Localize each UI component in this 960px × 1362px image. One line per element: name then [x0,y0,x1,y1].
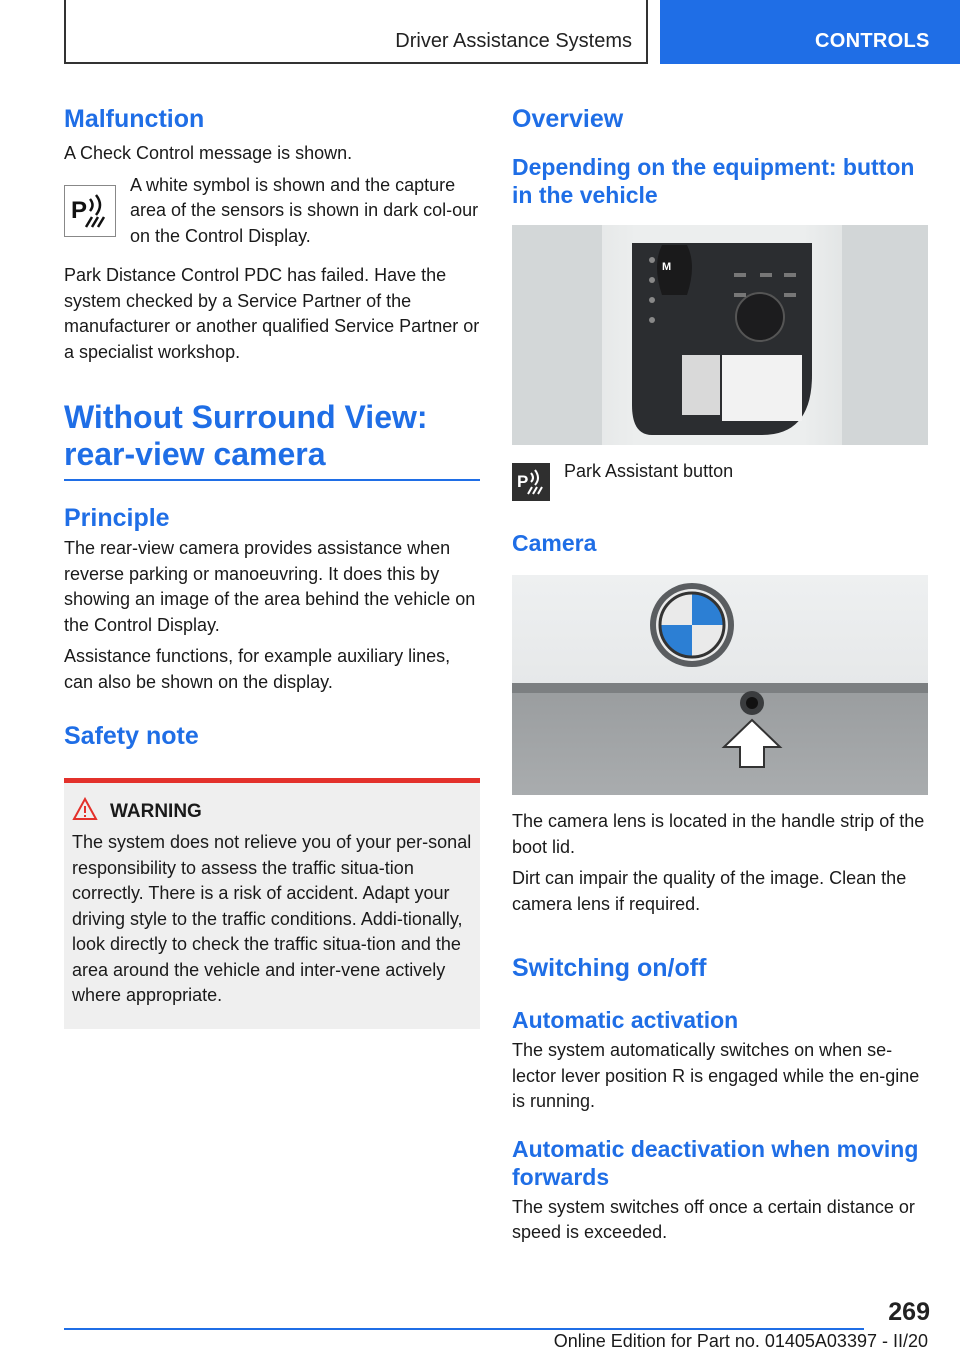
footer-rule [64,1328,864,1330]
auto-activation-heading: Automatic activation [512,1007,739,1033]
header-section-title: Driver Assistance Systems [395,30,632,52]
malfunction-icon-row [64,173,480,250]
auto-activation-text: The system automatically switches on when se‐lector lever position R is engaged while the en‐gine is running. [512,1040,920,1111]
header-tab-controls[interactable] [660,0,960,64]
park-assistant-row [512,463,928,501]
auto-deactivation-text: The system switches off once a certain distance or speed is exceeded. [512,1196,915,1242]
section-heading [64,399,480,481]
section-heading-line2: rear-view camera [64,436,326,472]
malfunction-heading: Malfunction [64,105,205,133]
camera-heading: Camera [512,530,597,556]
svg-text:P: P [71,196,88,224]
overview-subheading: Depending on the equipment: button in the vehicle [512,154,915,208]
auto-deactivation-heading: Automatic deactivation when moving forwards [512,1135,919,1190]
left-column [64,100,480,1029]
safety-heading: Safety note [64,722,199,750]
header-box [64,0,648,64]
principle-heading: Principle [64,504,170,532]
warning-label: WARNING [110,800,202,822]
malfunction-intro: A Check Control message is shown. [64,143,353,163]
warning-header [72,797,472,826]
park-assistant-label: Park Assistant button [564,461,734,481]
center-console-image [512,225,928,445]
camera-text-2: Dirt can impair the quality of the image. Clean the camera lens if required. [512,868,907,914]
header-tab-label: CONTROLS [815,30,930,52]
footer-edition: Online Edition for Part no. 01405A03397 - II/20 [553,1331,928,1351]
section-heading-line1: Without Surround View: [64,399,428,435]
malfunction-icon-text: A white symbol is shown and the capture area of the sensors is shown in dark col‐our on the Control Display. [130,174,479,246]
overview-heading: Overview [512,105,624,133]
rear-camera-image [512,575,928,795]
principle-text-1: The rear-view camera provides assistance when reverse parking or manoeuvring. It does this by showing an image of the area behind the vehicle on the Control Display. [64,538,476,635]
page-number: 269 [888,1298,930,1326]
park-assistant-icon [512,463,550,501]
principle-text-2: Assistance functions, for example auxiliary lines, can also be shown on the display. [64,646,451,692]
svg-text:M: M [662,261,672,273]
switching-heading: Switching on/off [512,954,707,982]
warning-triangle-icon [72,797,98,826]
svg-text:P: P [517,472,529,491]
malfunction-body: Park Distance Control PDC has failed. Have the system checked by a Service Partner of the manufacturer or another qualified Service Partner or a specialist workshop. [64,265,480,362]
right-column [512,100,928,1246]
park-distance-control-icon [64,185,116,237]
warning-text: The system does not relieve you of your per‐sonal responsibility to assess the traffic situa‐tion correctly. There is a risk of accident. Adapt your driving style to the traffic conditions. Addi‐tionally, look directly to check the traffic situa‐tion and the area around the vehicle and inter‐vene actively where appropriate. [72,832,472,1005]
camera-text-1: The camera lens is located in the handle strip of the boot lid. [512,811,925,857]
warning-box [64,778,480,1029]
